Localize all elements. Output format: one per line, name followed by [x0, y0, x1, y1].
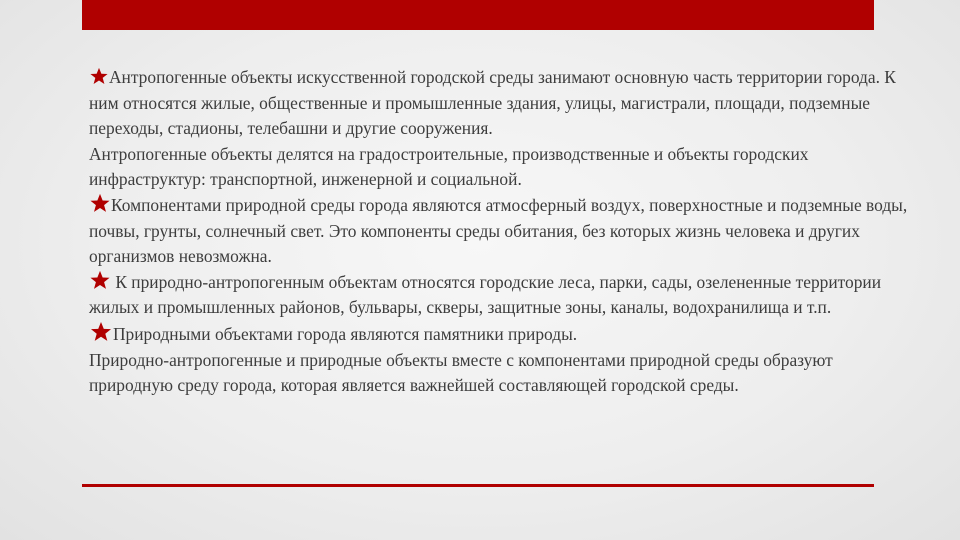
paragraph-text: Антропогенные объекты делятся на градостроительные, производственные и объекты городских инфраструктур: транспортной, инженерной и социальной.: [89, 143, 809, 190]
paragraph-natural-objects: [89, 321, 909, 348]
paragraph-text: Компонентами природной среды города являются атмосферный воздух, поверхностные и подземные воды, почвы, грунты, солнечный свет. Это компоненты среды обитания, без которых жизнь человека и других организмов невозможна.: [89, 194, 908, 267]
paragraph-anthropogenic-division: [89, 142, 909, 193]
star-icon: [89, 321, 113, 342]
paragraph-text: К природно-антропогенным объектам относятся городские леса, парки, сады, озелененные территории жилых и промышленных районов, бульвары, скверы, защитные зоны, каналы, водохранилища и т.п.: [89, 271, 882, 318]
star-icon: [89, 193, 111, 213]
star-icon: [89, 270, 111, 290]
star-icon: [89, 67, 109, 85]
top-accent-bar: [82, 0, 874, 30]
paragraph-natural-components: [89, 193, 909, 270]
paragraph-anthropogenic-objects: [89, 65, 909, 142]
paragraph-urban-environment: [89, 348, 909, 399]
paragraph-natural-anthropogenic: [89, 270, 909, 321]
paragraph-text: Природными объектами города являются памятники природы.: [113, 323, 578, 344]
paragraph-text: Антропогенные объекты искусственной городской среды занимают основную часть территории города. К ним относятся жилые, общественные и промышленные здания, улицы, магистрали, площади, подземные переходы, стадионы, телебашни и другие сооружения.: [89, 67, 896, 139]
slide-body: [89, 65, 909, 399]
bottom-accent-line: [82, 484, 874, 487]
paragraph-text: Природно-антропогенные и природные объекты вместе с компонентами природной среды образуют природную среду города, которая является важнейшей составляющей городской среды.: [89, 349, 833, 396]
